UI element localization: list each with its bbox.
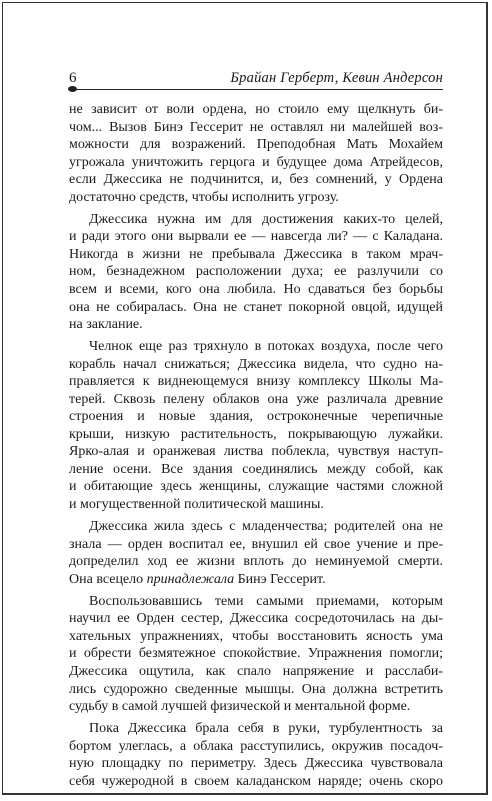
text-line: себя чужеродной в своем каладанском наряде; очень скоро <box>69 773 443 789</box>
running-head: Брайан Герберт, Кевин Андерсон <box>230 70 443 86</box>
page-header <box>69 69 443 91</box>
text-line: достаточно средств, чтобы исполнить угрозу. <box>69 189 339 205</box>
text-line: Челнок еще раз тряхнуло в потоках воздуха, после чего <box>89 339 443 355</box>
text-line: угрожала уничтожить герцога и будущее дома Атрейдесов, <box>69 154 443 170</box>
text-line: чом... Вызов Бинэ Гессерит не оставлял ни малейшей воз- <box>69 119 443 135</box>
paragraph <box>69 720 443 790</box>
text-line: можности для возражений. Преподобная Мать Мохайем <box>69 137 443 153</box>
paragraph <box>69 518 443 588</box>
text-line: ление осени. Все здания соединялись между собой, как <box>69 461 443 477</box>
emphasized-word: принадлежала <box>146 571 235 587</box>
book-page <box>2 2 488 795</box>
paragraph <box>69 211 443 334</box>
text-line: Пока Джессика брала себя в руки, турбулентность за <box>89 721 443 737</box>
text-line: правляется к виднеющемуся внизу комплексу Школы Ма- <box>69 374 443 390</box>
text-line: корабль начал снижаться; Джессика видела, что судно на- <box>69 356 443 372</box>
body-text <box>69 101 443 790</box>
text-line: Ярко-алая и оранжевая листва поблекла, чувствуя наступ- <box>69 444 443 460</box>
paragraph <box>69 101 443 206</box>
header-rule <box>69 89 443 90</box>
text-line: всем и всеми, кого она любила. Но сдаваться без борьбы <box>69 281 443 297</box>
text-line: крыши, низкую растительность, покрывающую лужайки. <box>69 426 443 442</box>
text-line: научил ее Орден сестер, Джессика сосредоточилась на ды- <box>69 611 443 627</box>
paragraph <box>69 593 443 716</box>
text-line: допределил ход ее жизни вплоть до неминуемой смерти. <box>69 554 443 570</box>
text-line: Джессика нужна им для достижения каких-то целей, <box>89 211 443 227</box>
text-line: Никогда в жизни не пребывала Джессика в таком мрач- <box>69 246 443 262</box>
text-line: на заклание. <box>69 317 143 333</box>
paragraph <box>69 338 443 513</box>
text-line: бортом улеглась, а облака расступились, окружив посадоч- <box>69 738 443 754</box>
text-line: Джессика жила здесь с младенчества; родителей она не <box>89 519 443 535</box>
text-line: и обитающие здесь женщины, служащие частями сложной <box>69 479 443 495</box>
page-number: 6 <box>69 70 77 86</box>
text-run: Она всецело <box>69 571 147 587</box>
text-line: строения и новые здания, остроконечные черепичные <box>69 409 443 425</box>
text-line: хательных упражнениях, чтобы восстановить ясность ума <box>69 628 443 644</box>
text-line: и ради этого они вырвали ее — навсегда ли? — с Каладана. <box>69 229 443 245</box>
text-line: судьбу в самой лучшей физической и ментальной форме. <box>69 699 411 715</box>
text-line <box>69 571 443 589</box>
text-run: Бинэ Гессерит. <box>234 571 326 587</box>
text-line: терей. Сквозь пелену облаков она уже различала древние <box>69 391 443 407</box>
text-line: лись судорожно сведенные мышцы. Она должна встретить <box>69 681 443 697</box>
text-line: Воспользовавшись теми самыми приемами, которым <box>89 593 443 609</box>
text-line: знала — орден воспитал ее, внушил ей свое учение и пре- <box>69 536 443 552</box>
text-line: если Джессика не подчинится, и, без сомнений, у Ордена <box>69 172 443 188</box>
text-line: и могущественной политической машины. <box>69 497 324 513</box>
text-line: ном, безнадежном расположении духа; ее разлучили со <box>69 264 443 280</box>
header-rule-ornament <box>68 86 77 92</box>
text-line: она не собиралась. Она не станет покорной овцой, идущей <box>69 299 443 315</box>
text-line: не зависит от воли ордена, но стоило ему щелкнуть би- <box>69 102 443 117</box>
text-line: и обрести безмятежное спокойствие. Упражнения помогли; <box>69 646 443 662</box>
text-line: ную площадку по периметру. Здесь Джессика чувствовала <box>69 756 443 772</box>
text-line: Джессика ощутила, как спало напряжение и расслаби- <box>69 663 443 679</box>
